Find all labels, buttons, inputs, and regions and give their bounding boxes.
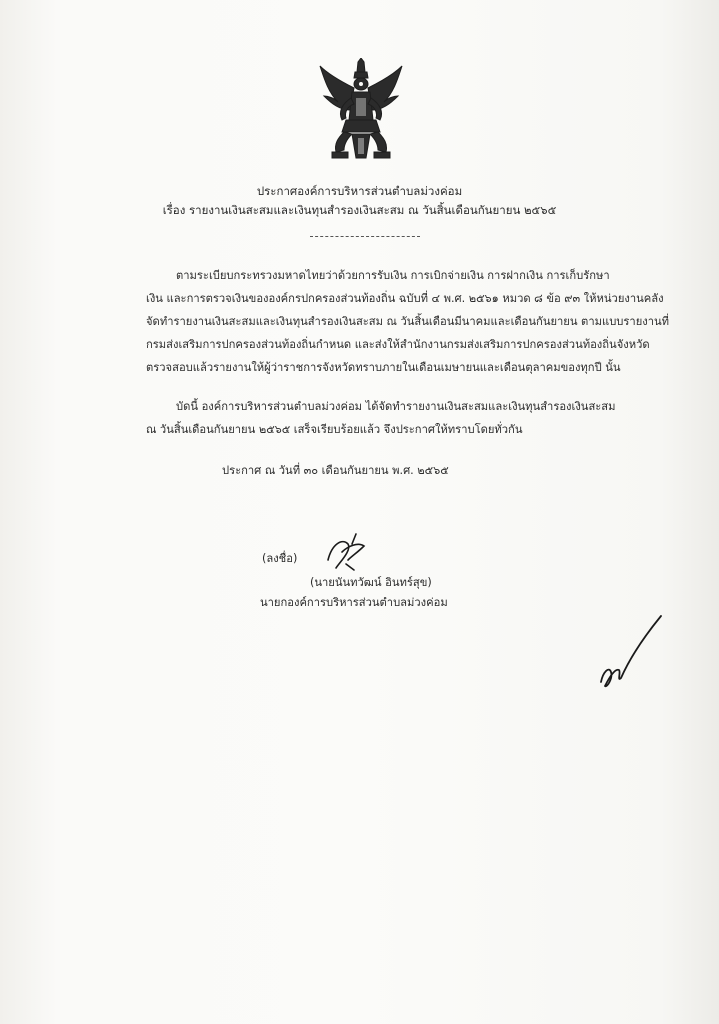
signature-label: (ลงชื่อ) <box>262 552 298 565</box>
paragraph1-line: เงิน และการตรวจเงินขององค์กรปกครองส่วนท้องถิ่น ฉบับที่ ๔ พ.ศ. ๒๕๖๑ หมวด ๘ ข้อ ๙๓ ให้หน่วยงานคลัง <box>146 292 664 305</box>
handwritten-signature <box>318 530 374 578</box>
garuda-emblem-icon <box>318 58 404 162</box>
margin-pen-mark <box>595 612 665 696</box>
paragraph1-line: ตรวจสอบแล้วรายงานให้ผู้ว่าราชการจังหวัดทราบภายในเดือนเมษายนและเดือนตุลาคมของทุกปี นั้น <box>146 361 621 374</box>
paragraph2-line: บัดนี้ องค์การบริหารส่วนตำบลม่วงค่อม ได้จัดทำรายงานเงินสะสมและเงินทุนสำรองเงินสะสม <box>176 400 616 413</box>
announcement-title: ประกาศองค์การบริหารส่วนตำบลม่วงค่อม <box>256 184 463 198</box>
paragraph2-line: ณ วันสิ้นเดือนกันยายน ๒๕๖๕ เสร็จเรียบร้อยแล้ว จึงประกาศให้ทราบโดยทั่วกัน <box>146 423 523 436</box>
title-divider <box>310 236 420 237</box>
paragraph1-line: กรมส่งเสริมการปกครองส่วนท้องถิ่นกำหนด และส่งให้สำนักงานกรมส่งเสริมการปกครองส่วนท้องถิ่นจังหวัด <box>146 338 650 351</box>
announcement-subject: เรื่อง รายงานเงินสะสมและเงินทุนสำรองเงินสะสม ณ วันสิ้นเดือนกันยายน ๒๕๖๕ <box>162 203 557 217</box>
signer-name: (นายนันทวัฒน์ อินทร์สุข) <box>310 576 432 589</box>
paragraph1-line: ตามระเบียบกระทรวงมหาดไทยว่าด้วยการรับเงิน การเบิกจ่ายเงิน การฝากเงิน การเก็บรักษา <box>176 269 610 282</box>
announce-date: ประกาศ ณ วันที่ ๓๐ เดือนกันยายน พ.ศ. ๒๕๖๕ <box>222 464 449 477</box>
paragraph1-line: จัดทำรายงานเงินสะสมและเงินทุนสำรองเงินสะสม ณ วันสิ้นเดือนมีนาคมและเดือนกันยายน ตามแบบรายงานที่ <box>146 315 670 328</box>
signer-position: นายกองค์การบริหารส่วนตำบลม่วงค่อม <box>260 596 448 609</box>
